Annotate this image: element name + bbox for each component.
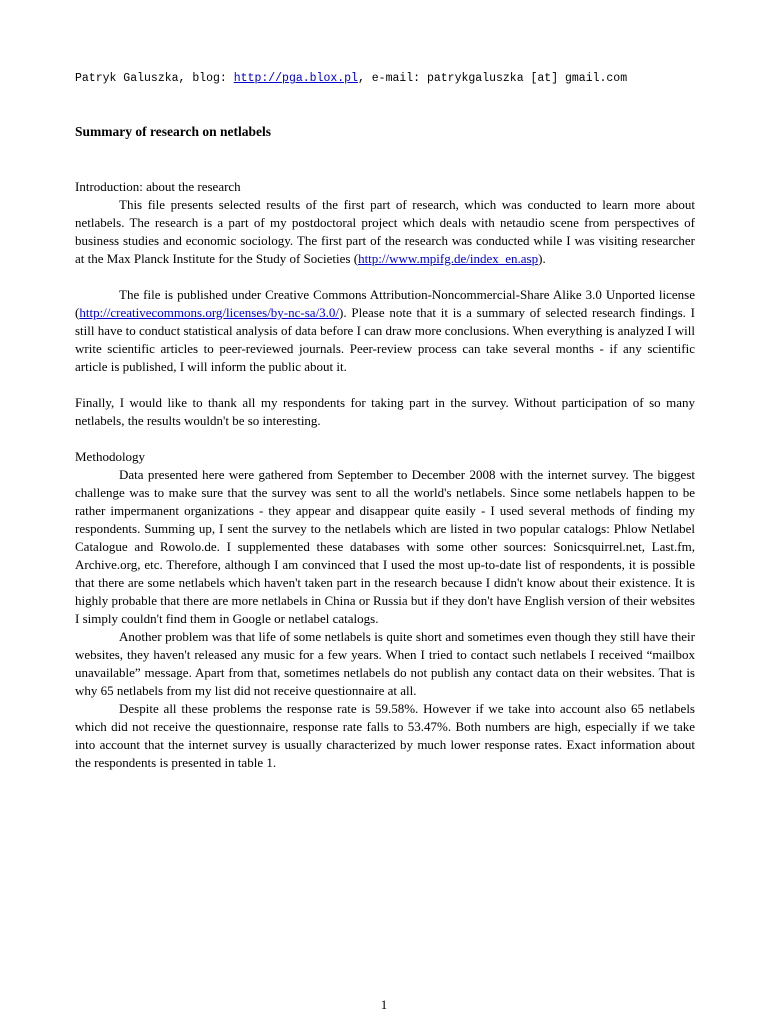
mpifg-link[interactable]: http://www.mpifg.de/index_en.asp [358, 251, 539, 266]
intro-paragraph-3: Finally, I would like to thank all my respondents for taking part in the survey. Without participation of so many netlabels, the results wouldn't be so interesting. [75, 395, 695, 428]
creative-commons-link[interactable]: http://creativecommons.org/licenses/by-nc-sa/3.0/ [79, 305, 340, 320]
methodology-paragraph-1: Data presented here were gathered from September to December 2008 with the internet survey. The biggest challenge was to make sure that the survey was sent to all the world's netlabels. Since some netlabels happen to be rather impermanent organizations - they appear and disappear quite easily - I used several methods of finding my respondents. Summing up, I sent the survey to the netlabels which are listed in two popular catalogs: Phlow Netlabel Catalogue and Rowolo.de. I supplemented these databases with some other sources: Sonicsquirrel.net, Last.fm, Archive.org, etc. Therefore, although I am convinced that I used the most up-to-date list of respondents, it is possible that there are some netlabels which haven't taken part in the research because I didn't know about their existence. It is highly probable that there are more netlabels in China or Russia but if they don't have English version of their websites I simply couldn't find them in Google or netlabel catalogs. [75, 467, 695, 626]
header-suffix: , e-mail: patrykgaluszka [at] gmail.com [357, 72, 628, 85]
blog-link[interactable]: http://pga.blox.pl [233, 72, 358, 85]
intro-p2-end: ). Please note that it is a summary of selected research findings. I still have to conduct statistical analysis of data before I can draw more conclusions. When everything is analyzed I will write scientific articles to peer-reviewed journals. Peer-review process can take several months - if any scientific article is published, I will inform the public about it. [75, 305, 695, 374]
methodology-heading: Methodology [75, 449, 146, 464]
intro-paragraph-1 [75, 196, 695, 268]
methodology-paragraph-2: Another problem was that life of some netlabels is quite short and sometimes even though they still have their websites, they haven't released any music for a few years. When I tried to contact such netlabels I received “mailbox unavailable” message. Apart from that, sometimes netlabels do not publish any contact data on their websites. That is why 65 netlabels from my list did not receive questionnaire at all. [75, 629, 695, 698]
document-title: Summary of research on netlabels [75, 124, 271, 139]
methodology-paragraph-3: Despite all these problems the response rate is 59.58%. However if we take into account also 65 netlabels which did not receive the questionnaire, response rate falls to 53.47%. Both numbers are high, especially if we take into account that the internet survey is usually characterized by much lower response rates. Exact information about the respondents is presented in table 1. [75, 701, 695, 770]
author-header [75, 72, 715, 85]
header-prefix: Patryk Galuszka, blog: [75, 72, 234, 85]
intro-p2-text: The file is published under Creative Commons Attribution-Noncommercial-Share Alike 3.0 Unported license ( [75, 287, 695, 320]
intro-p1-end: ). [538, 251, 546, 266]
intro-paragraph-2 [75, 286, 695, 376]
page-number: 1 [380, 997, 388, 1012]
body-text [75, 178, 695, 772]
intro-p1-text: This file presents selected results of the first part of research, which was conducted to learn more about netlabels. The research is a part of my postdoctoral project which deals with netaudio scene from perspectives of business studies and economic sociology. The first part of the research was conducted while I was visiting researcher at the Max Planck Institute for the Study of Societies ( [75, 197, 695, 266]
intro-heading: Introduction: about the research [75, 179, 241, 194]
